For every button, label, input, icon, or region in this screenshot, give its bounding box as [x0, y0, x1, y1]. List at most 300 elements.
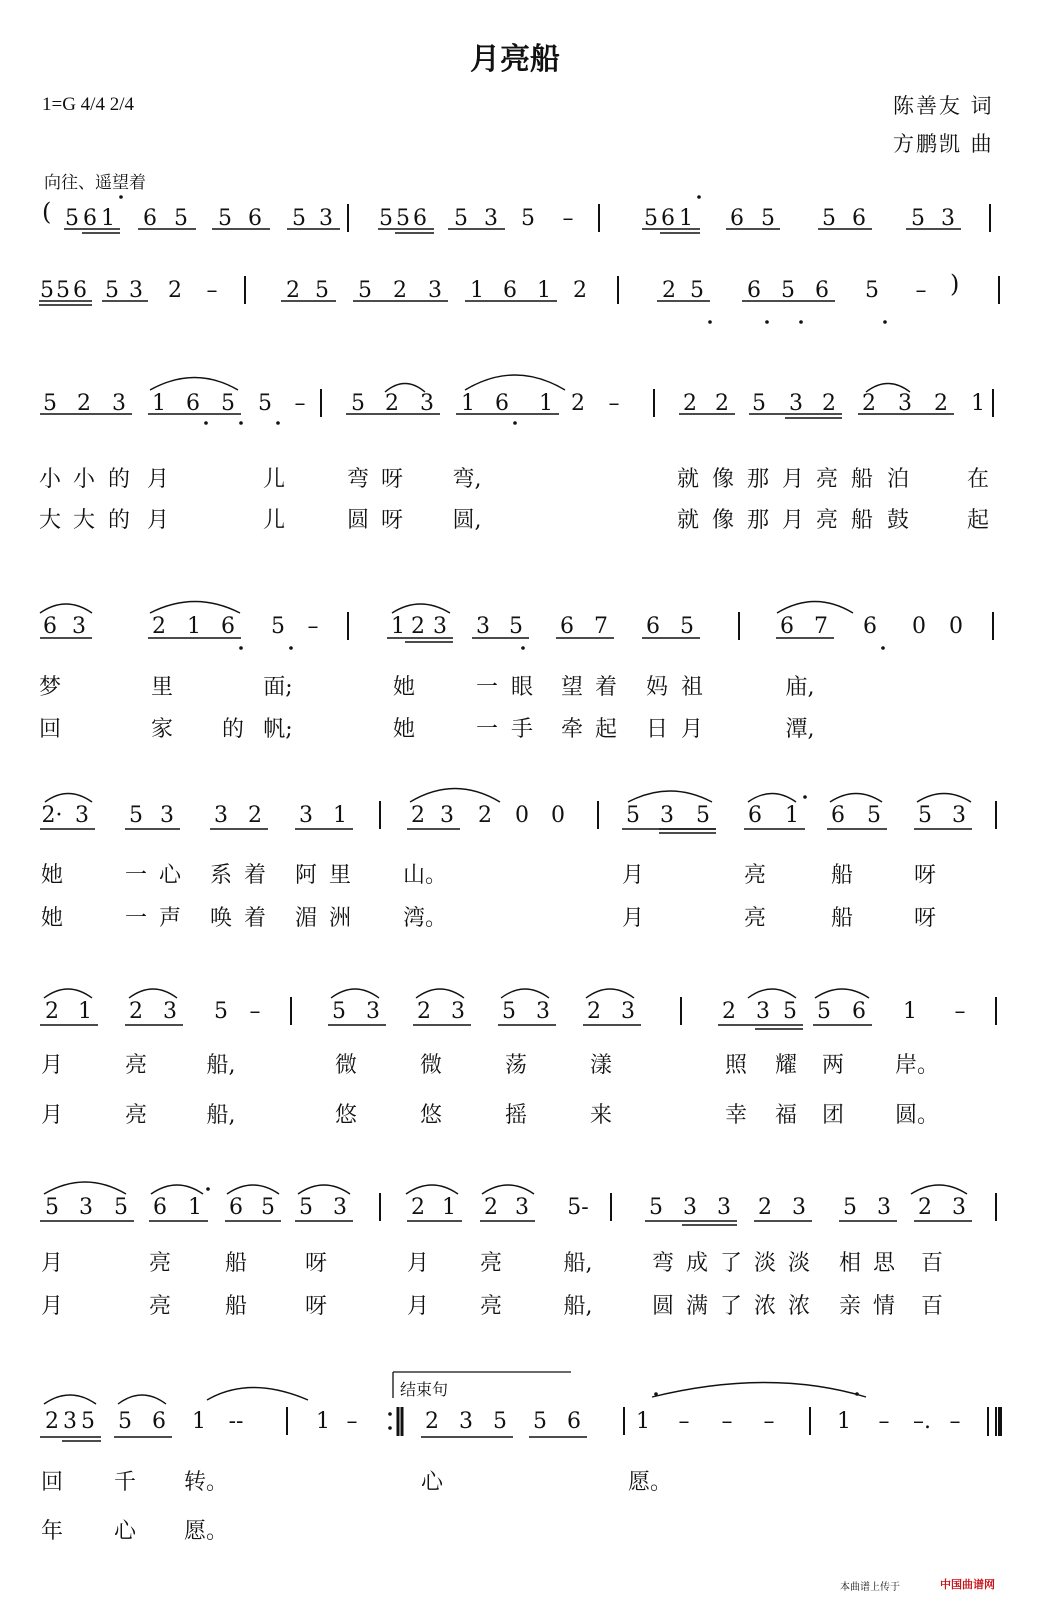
lyric: 船	[850, 508, 873, 533]
lyric: 就	[676, 508, 699, 533]
note: 5	[214, 999, 228, 1024]
lyric: 月	[146, 467, 169, 492]
note: 6	[143, 206, 157, 231]
note: 5	[174, 206, 188, 231]
note: –	[346, 1409, 358, 1434]
note: 1	[152, 391, 166, 416]
note: 3	[433, 614, 447, 639]
note: 2	[822, 391, 836, 416]
octave-dot	[708, 320, 712, 324]
lyric: 浓	[787, 1294, 810, 1319]
octave-dot	[883, 320, 887, 324]
note: 1	[461, 391, 475, 416]
note: 0	[515, 803, 529, 828]
note: 2	[425, 1409, 439, 1434]
note: 2	[411, 803, 425, 828]
note: 2	[168, 278, 182, 303]
note: 6	[503, 278, 517, 303]
close-paren: )	[950, 270, 960, 298]
note: 2	[573, 278, 587, 303]
octave-dot	[803, 795, 807, 799]
lyric: 一	[124, 906, 147, 931]
lyric: 里	[150, 675, 173, 700]
note: 5	[315, 278, 329, 303]
note: 3	[941, 206, 955, 231]
lyric: 的	[107, 508, 130, 533]
note: 7	[814, 614, 828, 639]
note: 5	[644, 206, 658, 231]
note: 6	[413, 206, 427, 231]
lyric: 帆;	[263, 717, 293, 742]
lyric: 心	[420, 1470, 443, 1495]
octave-dot	[239, 646, 243, 650]
note: 2	[571, 391, 585, 416]
lyric: 呀	[913, 863, 936, 888]
lyric: 眼	[510, 675, 533, 700]
lyric: 着	[243, 906, 266, 931]
note: –	[562, 206, 574, 231]
note: 3	[621, 999, 635, 1024]
note: 3	[129, 278, 143, 303]
note: 3	[451, 999, 465, 1024]
note: 2	[286, 278, 300, 303]
lyric: 弯	[651, 1251, 674, 1276]
note: 3	[792, 1195, 806, 1220]
lyric: 百	[920, 1294, 943, 1319]
footer-note: 本曲谱上传于	[840, 1582, 900, 1593]
note: 3	[952, 1195, 966, 1220]
note: 5	[65, 206, 79, 231]
note: 6	[248, 206, 262, 231]
lyric: 船	[224, 1294, 247, 1319]
lyric: 祖	[680, 675, 703, 700]
note: 5	[271, 614, 285, 639]
lyric: 儿	[262, 467, 285, 492]
lyric: 一	[124, 863, 147, 888]
note: 5	[533, 1409, 547, 1434]
note: 6	[186, 391, 200, 416]
note: 1	[442, 1195, 456, 1220]
lyric: 小	[38, 467, 61, 492]
note: 5	[261, 1195, 275, 1220]
note: –.	[913, 1409, 931, 1434]
ending-label: 结束句	[400, 1380, 449, 1399]
note: 2	[248, 803, 262, 828]
note: 3	[63, 1409, 77, 1434]
lyric: 耀	[774, 1053, 797, 1078]
lyric: 弯	[346, 467, 369, 492]
note: 5	[521, 206, 535, 231]
lyric: 那	[746, 508, 769, 533]
note: 2	[758, 1195, 772, 1220]
final-barline	[988, 1407, 996, 1436]
note: –	[721, 1409, 733, 1434]
note: –	[878, 1409, 890, 1434]
lyric: 成	[685, 1251, 708, 1276]
note: 2	[411, 614, 425, 639]
note: 3	[299, 803, 313, 828]
note: 3	[898, 391, 912, 416]
note: –	[678, 1409, 690, 1434]
note: –	[915, 278, 927, 303]
note: 3	[484, 206, 498, 231]
lyric: 呀	[304, 1294, 327, 1319]
note: 5	[696, 803, 710, 828]
note: 1	[192, 1409, 206, 1434]
note: 5	[680, 614, 694, 639]
note: 2	[45, 1409, 59, 1434]
open-paren: (	[42, 198, 52, 226]
note: 6	[221, 614, 235, 639]
note: 3	[214, 803, 228, 828]
lyric: 幸	[724, 1103, 747, 1128]
note: 5	[783, 999, 797, 1024]
lyric: 淡	[753, 1251, 776, 1276]
note: 1	[333, 803, 347, 828]
note: 1	[785, 803, 799, 828]
page-title: 月亮船	[470, 42, 560, 77]
note: 5	[867, 803, 881, 828]
note: 3	[660, 803, 674, 828]
note: 5	[379, 206, 393, 231]
lyric: 家	[150, 717, 173, 742]
note: 6	[661, 206, 675, 231]
site-logo: 中国曲谱网	[940, 1578, 995, 1591]
note: –	[949, 1409, 961, 1434]
note: 3	[952, 803, 966, 828]
note: 6	[560, 614, 574, 639]
note: 1	[78, 999, 92, 1024]
note: –	[608, 391, 620, 416]
note: 2	[722, 999, 736, 1024]
lyric: 鼓	[886, 508, 909, 533]
note: 5	[358, 278, 372, 303]
lyric: 弯,	[452, 467, 482, 492]
lyric: 心	[113, 1519, 136, 1544]
note: 5	[690, 278, 704, 303]
lyric: 相	[838, 1251, 861, 1276]
lyric: 悠	[419, 1103, 442, 1128]
note: 1	[101, 206, 115, 231]
note: 5	[299, 1195, 313, 1220]
lyric: 一	[475, 717, 498, 742]
lyric: 她	[392, 717, 415, 742]
key-meter: 1=G 4/4 2/4	[42, 94, 134, 115]
note: –	[206, 278, 218, 303]
lyric: 呀	[380, 467, 403, 492]
slurs	[40, 375, 971, 1404]
lyric: 漾	[589, 1053, 612, 1078]
note: 5	[911, 206, 925, 231]
tempo-mark: 向往、遥望着	[44, 173, 146, 193]
note: 3	[683, 1195, 697, 1220]
note: 5	[396, 206, 410, 231]
lyric: 月	[680, 717, 703, 742]
note: 5	[81, 1409, 95, 1434]
lyric: 浓	[753, 1294, 776, 1319]
note: 5	[332, 999, 346, 1024]
lyric: 百	[920, 1251, 943, 1276]
note: 5	[649, 1195, 663, 1220]
composer-credit: 方鹏凯 曲	[893, 132, 994, 156]
note: –	[763, 1409, 775, 1434]
lyric: 两	[821, 1053, 844, 1078]
lyric: 亮	[815, 508, 838, 533]
lyric: 呀	[304, 1251, 327, 1276]
lyric: 照	[724, 1053, 747, 1078]
octave-dot	[799, 320, 803, 324]
lyric: 牵	[560, 717, 583, 742]
note: 3	[515, 1195, 529, 1220]
lyric: 系	[209, 863, 232, 888]
lyric: 船,	[563, 1294, 593, 1319]
note: 1	[903, 999, 917, 1024]
lyric: 亮	[479, 1251, 502, 1276]
note: 2	[45, 999, 59, 1024]
lyric: 圆	[346, 508, 369, 533]
note: 2	[715, 391, 729, 416]
note: –	[294, 391, 306, 416]
lyric: 梦	[38, 675, 61, 700]
lyric: 妈	[645, 675, 668, 700]
note: 2	[478, 803, 492, 828]
lyric: 船,	[206, 1103, 236, 1128]
ending-bracket	[393, 1372, 571, 1398]
note: 6	[780, 614, 794, 639]
lyric: 望	[560, 675, 583, 700]
note: 1	[537, 278, 551, 303]
lyric: 满	[685, 1294, 708, 1319]
note: 6	[730, 206, 744, 231]
note: 5	[761, 206, 775, 231]
note: 3	[459, 1409, 473, 1434]
lyric: 微	[419, 1053, 442, 1078]
note: 1	[837, 1409, 851, 1434]
note: 6	[73, 278, 87, 303]
note: 5	[114, 1195, 128, 1220]
note: 6	[43, 614, 57, 639]
note: 3	[112, 391, 126, 416]
lyric: 手	[510, 717, 533, 742]
note: 0	[551, 803, 565, 828]
note: 6	[747, 278, 761, 303]
note: 3	[717, 1195, 731, 1220]
note: 5	[105, 278, 119, 303]
note: 5	[292, 206, 306, 231]
lyric: 岸。	[895, 1053, 940, 1078]
lyric: 千	[113, 1470, 136, 1495]
note: 3	[160, 803, 174, 828]
lyric: 声	[158, 906, 181, 931]
octave-dot	[276, 421, 280, 425]
note: 5	[221, 391, 235, 416]
note: 3	[333, 1195, 347, 1220]
note: 5	[817, 999, 831, 1024]
note: 1	[539, 391, 553, 416]
note: 3	[72, 614, 86, 639]
lyric: 圆,	[452, 508, 482, 533]
octave-dot	[289, 646, 293, 650]
lyric: 湄	[294, 906, 317, 931]
note: 6	[83, 206, 97, 231]
note: 3	[428, 278, 442, 303]
lyric: 福	[774, 1103, 797, 1128]
note: 3	[75, 803, 89, 828]
lyric: 月	[621, 906, 644, 931]
lyric: 呀	[380, 508, 403, 533]
lyric: 月	[406, 1294, 429, 1319]
note: 5	[56, 278, 70, 303]
lyric: 船	[850, 467, 873, 492]
lyric: 来	[589, 1103, 612, 1128]
note: 5	[45, 1195, 59, 1220]
lyric: 洲	[328, 906, 351, 931]
underlines	[39, 229, 972, 1437]
lyric: 潭,	[785, 717, 815, 742]
note: 5	[218, 206, 232, 231]
note: 1	[971, 391, 985, 416]
lyric: 回	[38, 717, 61, 742]
note: 5	[258, 391, 272, 416]
note: 3	[476, 614, 490, 639]
note: 5	[118, 1409, 132, 1434]
lyric: 船,	[563, 1251, 593, 1276]
lyric: 船	[224, 1251, 247, 1276]
lyric: 就	[676, 467, 699, 492]
lyric: 湾。	[403, 906, 448, 931]
octave-dot	[513, 421, 517, 425]
note: 6	[831, 803, 845, 828]
lyric: 阿	[294, 863, 317, 888]
lyric: 像	[711, 467, 734, 492]
lyric: 唤	[209, 906, 232, 931]
lyric: 月	[40, 1103, 63, 1128]
note: 1	[470, 278, 484, 303]
repeat-barline	[398, 1407, 402, 1436]
repeat-dot	[388, 1412, 392, 1416]
note: 5	[865, 278, 879, 303]
lyric: 亮	[815, 467, 838, 492]
lyric: 月	[781, 508, 804, 533]
lyric: 小	[72, 467, 95, 492]
note: 5-	[567, 1195, 589, 1220]
note: 3	[366, 999, 380, 1024]
lyric: 悠	[334, 1103, 357, 1128]
lyricist-credit: 陈善友 词	[893, 94, 994, 118]
lyric: 亲	[838, 1294, 861, 1319]
lyric: 摇	[504, 1103, 527, 1128]
lyric: 泊	[886, 467, 909, 492]
note: 3	[163, 999, 177, 1024]
lyric: 亮	[148, 1251, 171, 1276]
note: 3	[756, 999, 770, 1024]
note: 6	[815, 278, 829, 303]
lyric: 月	[406, 1251, 429, 1276]
lyric: 她	[40, 863, 63, 888]
note: 5	[781, 278, 795, 303]
lyric: 淡	[787, 1251, 810, 1276]
repeat-dot	[388, 1426, 392, 1430]
octave-dot	[206, 1187, 210, 1191]
note: 2	[484, 1195, 498, 1220]
note: 1	[391, 614, 405, 639]
lyric: 转。	[184, 1470, 229, 1495]
lyric: 山。	[403, 863, 448, 888]
note: 3	[79, 1195, 93, 1220]
lyric: 日	[645, 717, 668, 742]
lyric: 起	[594, 717, 617, 742]
note: 5	[822, 206, 836, 231]
lyric: 微	[334, 1053, 357, 1078]
note: –	[307, 614, 319, 639]
lyric: 起	[966, 508, 989, 533]
note: 6	[646, 614, 660, 639]
octave-dot	[119, 195, 123, 199]
lyric: 心	[158, 863, 181, 888]
lyric: 一	[475, 675, 498, 700]
lyric: 了	[719, 1251, 742, 1276]
note: 3	[319, 206, 333, 231]
note: 2	[918, 1195, 932, 1220]
note: --	[228, 1409, 244, 1434]
note: –	[249, 999, 261, 1024]
octave-dot	[765, 320, 769, 324]
note: 2	[683, 391, 697, 416]
lyric: 船	[830, 863, 853, 888]
note: 1	[188, 1195, 202, 1220]
note: 1	[187, 614, 201, 639]
note: 1	[636, 1409, 650, 1434]
octave-dot	[239, 421, 243, 425]
note: 5	[40, 278, 54, 303]
note: 0	[912, 614, 926, 639]
note: 5	[626, 803, 640, 828]
lyric: 月	[781, 467, 804, 492]
lyric: 月	[40, 1053, 63, 1078]
octave-dot	[881, 646, 885, 650]
note: 5	[351, 391, 365, 416]
note: 6	[495, 391, 509, 416]
lyric: 的	[107, 467, 130, 492]
note: 0	[949, 614, 963, 639]
lyric: 船	[830, 906, 853, 931]
lyric: 大	[38, 508, 61, 533]
lyric: 儿	[262, 508, 285, 533]
lyric: 亮	[743, 906, 766, 931]
lyric: 面;	[263, 675, 293, 700]
lyric: 年	[40, 1519, 63, 1544]
lyric: 荡	[504, 1053, 527, 1078]
lyric: 在	[966, 467, 989, 492]
lyric: 月	[40, 1294, 63, 1319]
note: 5	[918, 803, 932, 828]
note: 6	[852, 206, 866, 231]
octave-dot	[697, 195, 701, 199]
note: 6	[863, 614, 877, 639]
lyric: 团	[821, 1103, 844, 1128]
note: 1	[679, 206, 693, 231]
lyric: 船,	[206, 1053, 236, 1078]
lyric: 亮	[124, 1103, 147, 1128]
lyric: 里	[328, 863, 351, 888]
note: 2·	[41, 803, 63, 828]
note: 6	[153, 1195, 167, 1220]
note: –	[954, 999, 966, 1024]
note: 5	[129, 803, 143, 828]
note: 2	[587, 999, 601, 1024]
note: 2	[862, 391, 876, 416]
lyric: 着	[594, 675, 617, 700]
